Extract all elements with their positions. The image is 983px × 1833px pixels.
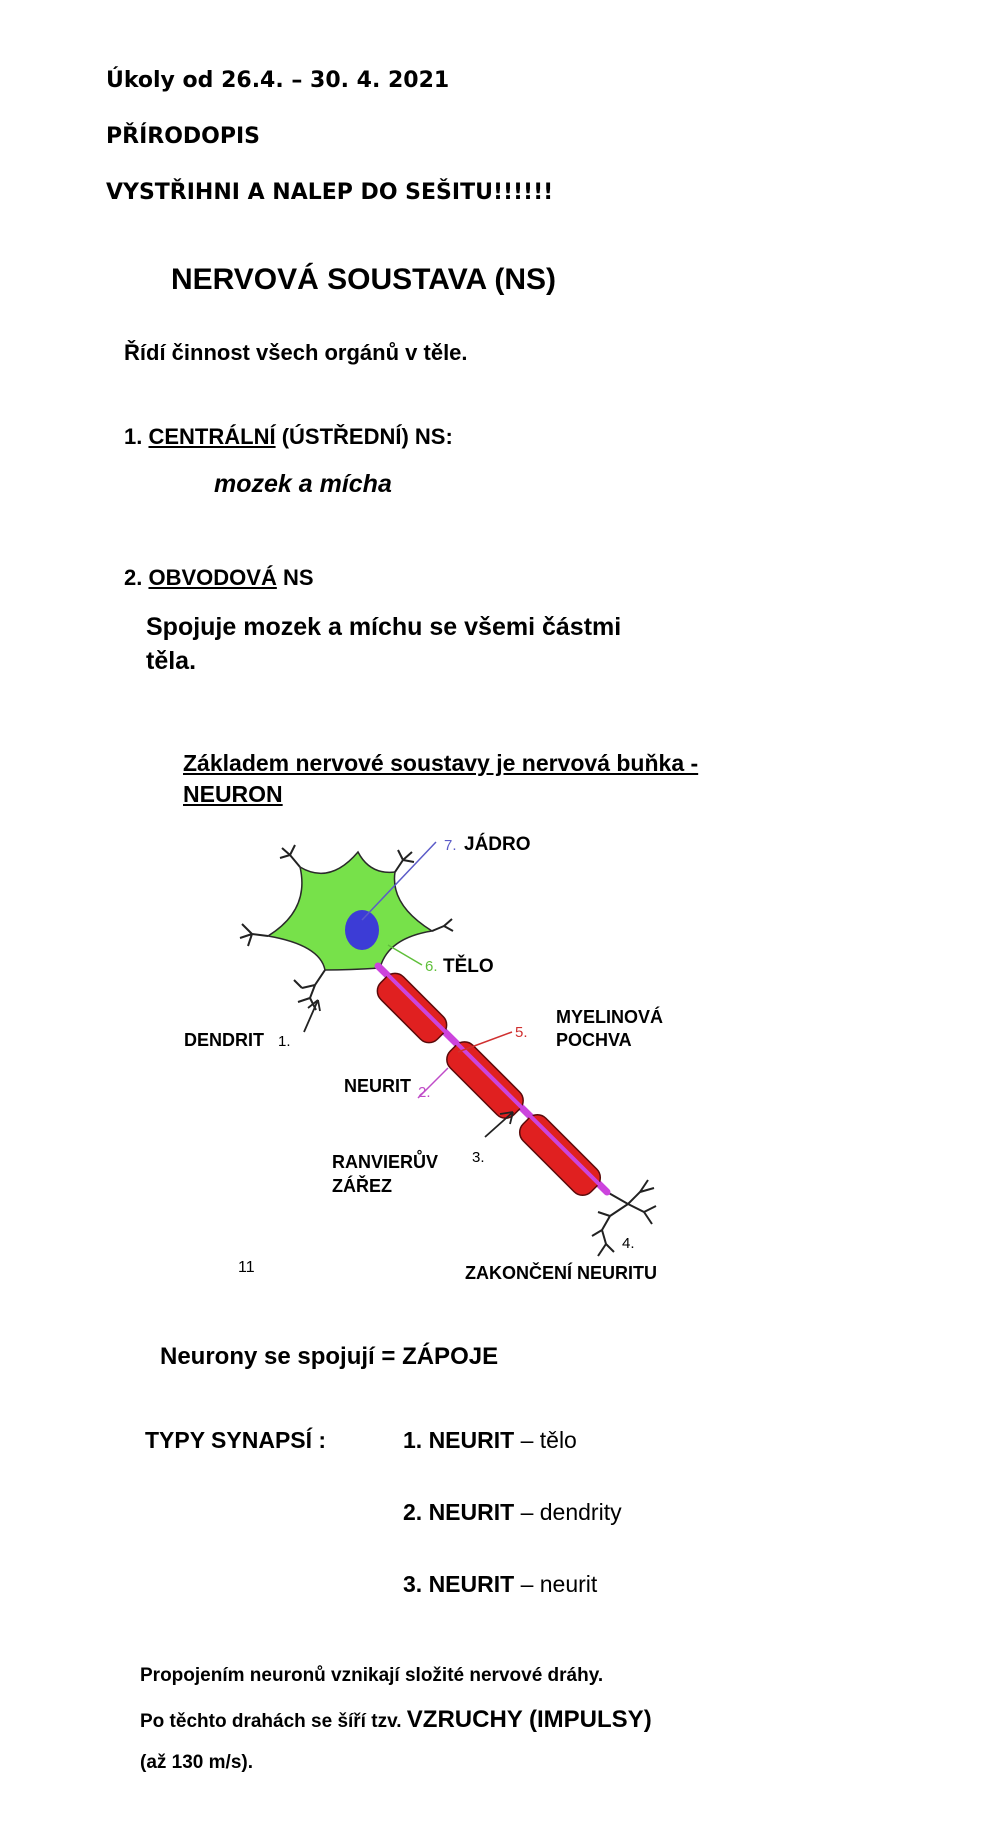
myelin-segment <box>372 968 451 1047</box>
neuron-heading-line2: NEURON <box>183 781 283 807</box>
nucleus <box>345 910 379 950</box>
number-6: 6. <box>425 958 438 975</box>
header-instruction: VYSTŘIHNI A NALEP DO SEŠITU!!!!!! <box>106 180 554 205</box>
central-number: 1. <box>124 424 143 449</box>
number-5: 5. <box>515 1024 528 1041</box>
label-zakonceni: ZAKONČENÍ NEURITU <box>465 1263 657 1283</box>
synapse-type-1-prefix: 1. NEURIT <box>403 1427 515 1453</box>
intro-text: Řídí činnost všech orgánů v těle. <box>124 340 468 365</box>
central-ns-heading <box>124 424 453 450</box>
neuron-diagram <box>184 820 700 1285</box>
number-3: 3. <box>472 1149 485 1166</box>
peripheral-number: 2. <box>124 565 143 590</box>
label-myelin-2: POCHVA <box>556 1030 632 1050</box>
label-ranvier-2: ZÁŘEZ <box>332 1176 392 1196</box>
central-name: CENTRÁLNÍ <box>148 424 276 449</box>
number-2: 2. <box>418 1084 431 1101</box>
synapse-type-3-suffix: – neurit <box>514 1571 598 1597</box>
label-jadro: JÁDRO <box>464 834 531 855</box>
myelin-segment <box>442 1037 528 1123</box>
peripheral-detail-1: Spojuje mozek a míchu se všemi částmi <box>146 613 622 641</box>
number-1: 1. <box>278 1033 291 1050</box>
central-rest: (ÚSTŘEDNÍ) NS: <box>275 424 453 449</box>
number-4: 4. <box>622 1235 635 1252</box>
peripheral-ns-heading <box>124 565 314 591</box>
synapse-type-3 <box>403 1571 597 1598</box>
label-neurit: NEURIT <box>344 1076 411 1096</box>
peripheral-detail-2: těla. <box>146 647 197 675</box>
neuron-heading-line1: Základem nervové soustavy je nervová buňka - <box>183 750 699 776</box>
synapse-type-1 <box>403 1427 577 1454</box>
synapses-intro: Neurony se spojují = ZÁPOJE <box>160 1343 499 1370</box>
label-telo: TĚLO <box>443 956 494 977</box>
synapse-type-3-prefix: 3. NEURIT <box>403 1571 515 1597</box>
cell-body <box>268 852 432 970</box>
figure-number: 11 <box>238 1259 255 1276</box>
closing-line-1: Propojením neuronů vznikají složité nervové dráhy. <box>140 1665 604 1686</box>
closing-line-3: (až 130 m/s). <box>140 1752 253 1773</box>
closing-line-2 <box>140 1706 652 1734</box>
synapse-type-2-prefix: 2. NEURIT <box>403 1499 515 1525</box>
label-dendrit: DENDRIT <box>184 1030 264 1050</box>
page-title: NERVOVÁ SOUSTAVA (NS) <box>171 263 557 296</box>
closing-highlight: VZRUCHY (IMPULSY) <box>406 1706 652 1733</box>
header-subject: PŘÍRODOPIS <box>106 124 261 149</box>
label-myelin-1: MYELINOVÁ <box>556 1007 664 1027</box>
header-dates: Úkoly od 26.4. – 30. 4. 2021 <box>106 68 450 93</box>
myelin-segment <box>515 1110 606 1201</box>
closing-line-2-prefix: Po těchto drahách se šíří tzv. <box>140 1711 407 1732</box>
synapse-type-2-suffix: – dendrity <box>514 1499 622 1525</box>
synapse-type-1-suffix: – tělo <box>514 1427 577 1453</box>
peripheral-name: OBVODOVÁ <box>148 565 277 590</box>
peripheral-rest: NS <box>276 565 314 590</box>
synapse-type-2 <box>403 1499 622 1526</box>
leader-telo <box>388 945 422 965</box>
label-ranvier-1: RANVIERŮV <box>332 1152 439 1172</box>
central-detail: mozek a mícha <box>214 470 392 498</box>
number-7: 7. <box>444 837 457 854</box>
synapses-label: TYPY SYNAPSÍ : <box>145 1427 327 1453</box>
